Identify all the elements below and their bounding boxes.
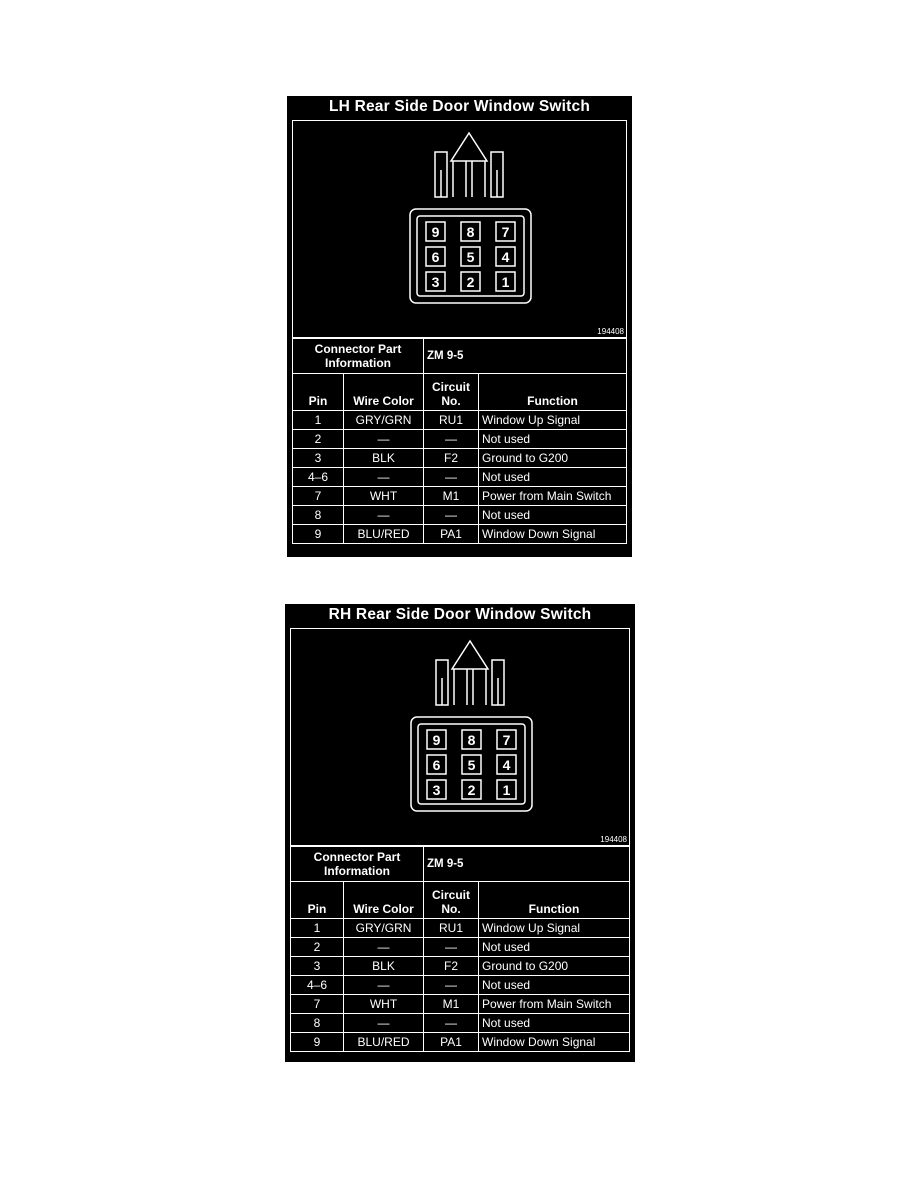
- wire-color-cell: GRY/GRN: [344, 919, 424, 938]
- cavity-label: 8: [466, 224, 475, 240]
- function-cell: Not used: [479, 1014, 630, 1033]
- cavity-label: 2: [466, 274, 475, 290]
- wire-color-cell: BLU/RED: [344, 1033, 424, 1052]
- circuit-cell: F2: [424, 957, 479, 976]
- header-pin: Pin: [293, 374, 344, 411]
- connector-face-illustration: [293, 121, 625, 336]
- table-row: [293, 449, 627, 468]
- pin-table: [290, 846, 630, 1052]
- function-cell: Window Up Signal: [479, 411, 627, 430]
- pin-cell: 2: [291, 938, 344, 957]
- connector-diagram: [290, 628, 630, 846]
- cavity-label: 5: [466, 249, 475, 265]
- cavity-label: 4: [501, 249, 510, 265]
- wire-color-cell: BLK: [344, 449, 424, 468]
- function-cell: Not used: [479, 468, 627, 487]
- function-cell: Window Up Signal: [479, 919, 630, 938]
- wire-color-cell: BLK: [344, 957, 424, 976]
- table-row: [293, 525, 627, 544]
- circuit-cell: F2: [424, 449, 479, 468]
- wire-color-cell: WHT: [344, 995, 424, 1014]
- connector-diagram: [292, 120, 627, 338]
- pin-cell: 3: [291, 957, 344, 976]
- table-row: [291, 938, 630, 957]
- connector-face-illustration: [291, 629, 629, 844]
- circuit-cell: —: [424, 506, 479, 525]
- table-row: [293, 506, 627, 525]
- table-row: [291, 995, 630, 1014]
- cavity-label: 8: [467, 732, 476, 748]
- cavity-label: 9: [432, 732, 441, 748]
- pin-cell: 8: [293, 506, 344, 525]
- cavity-label: 6: [432, 757, 441, 773]
- pin-cell: 8: [291, 1014, 344, 1033]
- function-cell: Ground to G200: [479, 449, 627, 468]
- table-row: [291, 1014, 630, 1033]
- circuit-cell: —: [424, 938, 479, 957]
- pin-table: [292, 338, 627, 544]
- connector-part-value: ZM 9-5: [424, 847, 630, 882]
- pin-cell: 3: [293, 449, 344, 468]
- figure-reference-number: 194408: [600, 835, 627, 844]
- cavity-label: 4: [502, 757, 511, 773]
- pin-cell: 1: [293, 411, 344, 430]
- wire-color-cell: GRY/GRN: [344, 411, 424, 430]
- wire-color-cell: —: [344, 468, 424, 487]
- cavity-label: 1: [502, 782, 511, 798]
- cavity-label: 7: [501, 224, 510, 240]
- circuit-cell: —: [424, 976, 479, 995]
- wire-color-cell: —: [344, 506, 424, 525]
- circuit-cell: PA1: [424, 525, 479, 544]
- circuit-cell: M1: [424, 995, 479, 1014]
- cavity-label: 1: [501, 274, 510, 290]
- function-cell: Not used: [479, 430, 627, 449]
- header-pin: Pin: [291, 882, 344, 919]
- pin-cell: 2: [293, 430, 344, 449]
- wire-color-cell: —: [344, 976, 424, 995]
- function-cell: Power from Main Switch: [479, 487, 627, 506]
- wire-color-cell: WHT: [344, 487, 424, 506]
- table-row: [291, 919, 630, 938]
- table-row: [291, 957, 630, 976]
- figure-reference-number: 194408: [597, 327, 624, 336]
- rh-switch-panel: [285, 604, 635, 1062]
- wire-color-cell: —: [344, 430, 424, 449]
- cavity-label: 6: [431, 249, 440, 265]
- circuit-cell: —: [424, 1014, 479, 1033]
- table-row: [293, 468, 627, 487]
- pin-cell: 7: [293, 487, 344, 506]
- wire-color-cell: —: [344, 1014, 424, 1033]
- circuit-cell: —: [424, 468, 479, 487]
- header-wire-color: Wire Color: [344, 882, 424, 919]
- cavity-label: 2: [467, 782, 476, 798]
- header-circuit-no: Circuit No.: [424, 882, 479, 919]
- lh-switch-panel: [287, 96, 632, 557]
- cavity-label: 3: [432, 782, 441, 798]
- cavity-label: 9: [431, 224, 440, 240]
- circuit-cell: RU1: [424, 411, 479, 430]
- function-cell: Window Down Signal: [479, 525, 627, 544]
- cavity-label: 7: [502, 732, 511, 748]
- pin-cell: 9: [293, 525, 344, 544]
- table-row: [291, 1033, 630, 1052]
- wire-color-cell: BLU/RED: [344, 525, 424, 544]
- pin-cell: 4–6: [293, 468, 344, 487]
- circuit-cell: RU1: [424, 919, 479, 938]
- panel-title: LH Rear Side Door Window Switch: [329, 98, 590, 115]
- table-row: [293, 411, 627, 430]
- pin-cell: 4–6: [291, 976, 344, 995]
- header-function: Function: [479, 882, 630, 919]
- panel-title: RH Rear Side Door Window Switch: [328, 606, 592, 623]
- function-cell: Not used: [479, 938, 630, 957]
- pin-cell: 9: [291, 1033, 344, 1052]
- pin-cell: 7: [291, 995, 344, 1014]
- connector-part-value: ZM 9-5: [424, 339, 627, 374]
- function-cell: Power from Main Switch: [479, 995, 630, 1014]
- wire-color-cell: —: [344, 938, 424, 957]
- circuit-cell: —: [424, 430, 479, 449]
- table-row: [293, 487, 627, 506]
- header-function: Function: [479, 374, 627, 411]
- header-circuit-no: Circuit No.: [424, 374, 479, 411]
- function-cell: Not used: [479, 976, 630, 995]
- connector-part-label: Connector Part Information: [291, 847, 424, 882]
- circuit-cell: PA1: [424, 1033, 479, 1052]
- table-row: [293, 430, 627, 449]
- header-wire-color: Wire Color: [344, 374, 424, 411]
- cavity-label: 3: [431, 274, 440, 290]
- circuit-cell: M1: [424, 487, 479, 506]
- cavity-label: 5: [467, 757, 476, 773]
- function-cell: Ground to G200: [479, 957, 630, 976]
- function-cell: Window Down Signal: [479, 1033, 630, 1052]
- table-row: [291, 976, 630, 995]
- pin-cell: 1: [291, 919, 344, 938]
- connector-part-label: Connector Part Information: [293, 339, 424, 374]
- function-cell: Not used: [479, 506, 627, 525]
